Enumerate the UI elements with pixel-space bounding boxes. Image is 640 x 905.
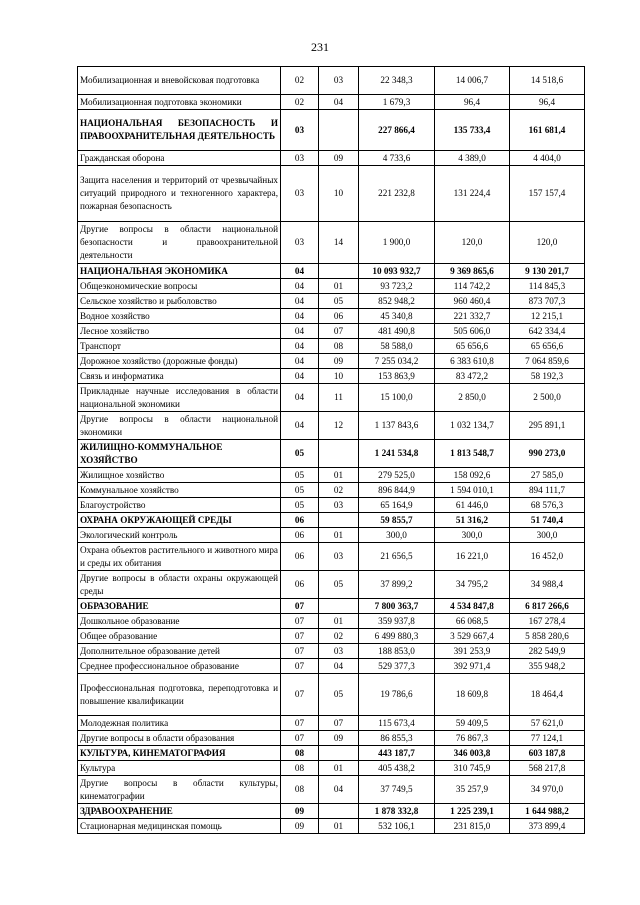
amount-year-3-cell: 355 948,2 <box>510 659 585 674</box>
table-row <box>78 67 585 95</box>
amount-year-2-cell: 65 656,6 <box>435 339 510 354</box>
section-code-cell: 05 <box>281 440 319 468</box>
amount-year-3-cell: 34 970,0 <box>510 776 585 804</box>
amount-year-3-cell: 57 621,0 <box>510 716 585 731</box>
table-row <box>78 412 585 440</box>
row-name-cell: Дошкольное образование <box>78 614 281 629</box>
section-code-cell: 04 <box>281 384 319 412</box>
amount-year-1-cell: 37 749,5 <box>359 776 435 804</box>
amount-year-3-cell: 7 064 859,6 <box>510 354 585 369</box>
row-name-cell: Экологический контроль <box>78 528 281 543</box>
amount-year-1-cell: 15 100,0 <box>359 384 435 412</box>
amount-year-2-cell: 158 092,6 <box>435 468 510 483</box>
section-total-row <box>78 440 585 468</box>
amount-year-2-cell: 76 867,3 <box>435 731 510 746</box>
table-row <box>78 354 585 369</box>
amount-year-2-cell: 135 733,4 <box>435 110 510 151</box>
amount-year-1-cell: 86 855,3 <box>359 731 435 746</box>
amount-year-2-cell: 391 253,9 <box>435 644 510 659</box>
amount-year-1-cell: 1 900,0 <box>359 222 435 264</box>
amount-year-1-cell: 21 656,5 <box>359 543 435 571</box>
amount-year-2-cell: 392 971,4 <box>435 659 510 674</box>
amount-year-1-cell: 188 853,0 <box>359 644 435 659</box>
table-row <box>78 339 585 354</box>
amount-year-1-cell: 227 866,4 <box>359 110 435 151</box>
subsection-code-cell: 12 <box>319 412 359 440</box>
section-code-cell: 08 <box>281 776 319 804</box>
subsection-code-cell: 14 <box>319 222 359 264</box>
subsection-code-cell: 01 <box>319 761 359 776</box>
row-name-cell: КУЛЬТУРА, КИНЕМАТОГРАФИЯ <box>78 746 281 761</box>
section-code-cell: 04 <box>281 339 319 354</box>
table-row <box>78 761 585 776</box>
amount-year-3-cell: 120,0 <box>510 222 585 264</box>
amount-year-3-cell: 34 988,4 <box>510 571 585 599</box>
row-name-cell: Гражданская оборона <box>78 151 281 166</box>
amount-year-2-cell: 61 446,0 <box>435 498 510 513</box>
section-total-row <box>78 599 585 614</box>
amount-year-2-cell: 505 606,0 <box>435 324 510 339</box>
amount-year-2-cell: 34 795,2 <box>435 571 510 599</box>
amount-year-2-cell: 114 742,2 <box>435 279 510 294</box>
subsection-code-cell: 10 <box>319 166 359 222</box>
subsection-code-cell: 04 <box>319 659 359 674</box>
amount-year-2-cell: 310 745,9 <box>435 761 510 776</box>
section-code-cell: 06 <box>281 528 319 543</box>
table-row <box>78 819 585 834</box>
section-code-cell: 04 <box>281 369 319 384</box>
row-name-cell: Сельское хозяйство и рыболовство <box>78 294 281 309</box>
row-name-cell: Жилищное хозяйство <box>78 468 281 483</box>
amount-year-1-cell: 279 525,0 <box>359 468 435 483</box>
section-code-cell: 07 <box>281 629 319 644</box>
table-row <box>78 324 585 339</box>
table-row <box>78 614 585 629</box>
row-name-cell: Общеэкономические вопросы <box>78 279 281 294</box>
amount-year-3-cell: 68 576,3 <box>510 498 585 513</box>
amount-year-2-cell: 1 225 239,1 <box>435 804 510 819</box>
section-code-cell: 04 <box>281 279 319 294</box>
section-code-cell: 04 <box>281 324 319 339</box>
amount-year-1-cell: 1 679,3 <box>359 95 435 110</box>
table-row <box>78 674 585 716</box>
amount-year-2-cell: 4 389,0 <box>435 151 510 166</box>
amount-year-1-cell: 359 937,8 <box>359 614 435 629</box>
amount-year-3-cell: 12 215,1 <box>510 309 585 324</box>
amount-year-1-cell: 852 948,2 <box>359 294 435 309</box>
subsection-code-cell: 05 <box>319 674 359 716</box>
subsection-code-cell <box>319 599 359 614</box>
section-code-cell: 09 <box>281 804 319 819</box>
section-code-cell: 02 <box>281 95 319 110</box>
table-row <box>78 731 585 746</box>
table-row <box>78 222 585 264</box>
section-code-cell: 03 <box>281 151 319 166</box>
amount-year-1-cell: 443 187,7 <box>359 746 435 761</box>
amount-year-3-cell: 990 273,0 <box>510 440 585 468</box>
amount-year-2-cell: 59 409,5 <box>435 716 510 731</box>
amount-year-1-cell: 65 164,9 <box>359 498 435 513</box>
amount-year-3-cell: 373 899,4 <box>510 819 585 834</box>
subsection-code-cell: 11 <box>319 384 359 412</box>
row-name-cell: Дорожное хозяйство (дорожные фонды) <box>78 354 281 369</box>
table-row <box>78 369 585 384</box>
amount-year-3-cell: 282 549,9 <box>510 644 585 659</box>
table-row <box>78 776 585 804</box>
subsection-code-cell: 03 <box>319 498 359 513</box>
amount-year-2-cell: 18 609,8 <box>435 674 510 716</box>
row-name-cell: Дополнительное образование детей <box>78 644 281 659</box>
amount-year-1-cell: 10 093 932,7 <box>359 264 435 279</box>
section-total-row <box>78 804 585 819</box>
table-row <box>78 498 585 513</box>
amount-year-1-cell: 7 800 363,7 <box>359 599 435 614</box>
section-total-row <box>78 513 585 528</box>
section-code-cell: 04 <box>281 309 319 324</box>
section-code-cell: 02 <box>281 67 319 95</box>
subsection-code-cell <box>319 440 359 468</box>
amount-year-3-cell: 5 858 280,6 <box>510 629 585 644</box>
subsection-code-cell <box>319 110 359 151</box>
row-name-cell: НАЦИОНАЛЬНАЯ ЭКОНОМИКА <box>78 264 281 279</box>
row-name-cell: ЗДРАВООХРАНЕНИЕ <box>78 804 281 819</box>
amount-year-3-cell: 167 278,4 <box>510 614 585 629</box>
section-code-cell: 08 <box>281 761 319 776</box>
row-name-cell: ОХРАНА ОКРУЖАЮЩЕЙ СРЕДЫ <box>78 513 281 528</box>
section-code-cell: 07 <box>281 614 319 629</box>
row-name-cell: Среднее профессиональное образование <box>78 659 281 674</box>
row-name-cell: Профессиональная подготовка, переподготовка и повышение квалификации <box>78 674 281 716</box>
row-name-cell: Общее образование <box>78 629 281 644</box>
amount-year-3-cell: 77 124,1 <box>510 731 585 746</box>
subsection-code-cell: 10 <box>319 369 359 384</box>
table-row <box>78 384 585 412</box>
amount-year-3-cell: 295 891,1 <box>510 412 585 440</box>
row-name-cell: Другие вопросы в области культуры, кинематографии <box>78 776 281 804</box>
amount-year-1-cell: 37 899,2 <box>359 571 435 599</box>
amount-year-3-cell: 96,4 <box>510 95 585 110</box>
amount-year-1-cell: 896 844,9 <box>359 483 435 498</box>
subsection-code-cell: 01 <box>319 528 359 543</box>
amount-year-3-cell: 161 681,4 <box>510 110 585 151</box>
table-row <box>78 483 585 498</box>
section-code-cell: 04 <box>281 264 319 279</box>
subsection-code-cell: 08 <box>319 339 359 354</box>
section-code-cell: 05 <box>281 498 319 513</box>
amount-year-3-cell: 51 740,4 <box>510 513 585 528</box>
table-row <box>78 279 585 294</box>
section-code-cell: 06 <box>281 543 319 571</box>
amount-year-2-cell: 1 813 548,7 <box>435 440 510 468</box>
subsection-code-cell: 09 <box>319 151 359 166</box>
subsection-code-cell <box>319 264 359 279</box>
row-name-cell: Другие вопросы в области образования <box>78 731 281 746</box>
section-code-cell: 07 <box>281 659 319 674</box>
amount-year-1-cell: 6 499 880,3 <box>359 629 435 644</box>
subsection-code-cell: 09 <box>319 731 359 746</box>
subsection-code-cell: 09 <box>319 354 359 369</box>
subsection-code-cell <box>319 746 359 761</box>
amount-year-1-cell: 481 490,8 <box>359 324 435 339</box>
amount-year-3-cell: 27 585,0 <box>510 468 585 483</box>
amount-year-2-cell: 221 332,7 <box>435 309 510 324</box>
amount-year-3-cell: 300,0 <box>510 528 585 543</box>
amount-year-2-cell: 1 594 010,1 <box>435 483 510 498</box>
amount-year-1-cell: 221 232,8 <box>359 166 435 222</box>
row-name-cell: Культура <box>78 761 281 776</box>
table-row <box>78 528 585 543</box>
amount-year-2-cell: 83 472,2 <box>435 369 510 384</box>
subsection-code-cell: 07 <box>319 716 359 731</box>
amount-year-2-cell: 2 850,0 <box>435 384 510 412</box>
amount-year-3-cell: 2 500,0 <box>510 384 585 412</box>
amount-year-2-cell: 96,4 <box>435 95 510 110</box>
amount-year-2-cell: 131 224,4 <box>435 166 510 222</box>
table-row <box>78 659 585 674</box>
section-code-cell: 03 <box>281 222 319 264</box>
budget-table <box>77 66 585 834</box>
section-code-cell: 06 <box>281 571 319 599</box>
amount-year-3-cell: 58 192,3 <box>510 369 585 384</box>
section-code-cell: 09 <box>281 819 319 834</box>
amount-year-1-cell: 45 340,8 <box>359 309 435 324</box>
amount-year-3-cell: 4 404,0 <box>510 151 585 166</box>
table-row <box>78 166 585 222</box>
amount-year-2-cell: 231 815,0 <box>435 819 510 834</box>
amount-year-1-cell: 1 878 332,8 <box>359 804 435 819</box>
amount-year-3-cell: 9 130 201,7 <box>510 264 585 279</box>
amount-year-2-cell: 14 006,7 <box>435 67 510 95</box>
section-code-cell: 07 <box>281 599 319 614</box>
table-row <box>78 294 585 309</box>
amount-year-2-cell: 35 257,9 <box>435 776 510 804</box>
amount-year-1-cell: 532 106,1 <box>359 819 435 834</box>
amount-year-1-cell: 4 733,6 <box>359 151 435 166</box>
amount-year-3-cell: 16 452,0 <box>510 543 585 571</box>
section-total-row <box>78 110 585 151</box>
section-code-cell: 03 <box>281 110 319 151</box>
subsection-code-cell: 01 <box>319 468 359 483</box>
amount-year-2-cell: 51 316,2 <box>435 513 510 528</box>
amount-year-3-cell: 894 111,7 <box>510 483 585 498</box>
row-name-cell: Лесное хозяйство <box>78 324 281 339</box>
row-name-cell: Связь и информатика <box>78 369 281 384</box>
amount-year-3-cell: 1 644 988,2 <box>510 804 585 819</box>
row-name-cell: Молодежная политика <box>78 716 281 731</box>
amount-year-2-cell: 6 383 610,8 <box>435 354 510 369</box>
amount-year-2-cell: 66 068,5 <box>435 614 510 629</box>
amount-year-1-cell: 7 255 034,2 <box>359 354 435 369</box>
table-row <box>78 571 585 599</box>
amount-year-1-cell: 153 863,9 <box>359 369 435 384</box>
subsection-code-cell: 01 <box>319 279 359 294</box>
amount-year-2-cell: 3 529 667,4 <box>435 629 510 644</box>
section-code-cell: 04 <box>281 412 319 440</box>
section-code-cell: 07 <box>281 716 319 731</box>
row-name-cell: Водное хозяйство <box>78 309 281 324</box>
subsection-code-cell: 01 <box>319 819 359 834</box>
amount-year-1-cell: 1 137 843,6 <box>359 412 435 440</box>
subsection-code-cell: 02 <box>319 483 359 498</box>
table-row <box>78 629 585 644</box>
amount-year-2-cell: 16 221,0 <box>435 543 510 571</box>
row-name-cell: Мобилизационная и вневойсковая подготовка <box>78 67 281 95</box>
subsection-code-cell: 01 <box>319 614 359 629</box>
amount-year-1-cell: 1 241 534,8 <box>359 440 435 468</box>
amount-year-3-cell: 114 845,3 <box>510 279 585 294</box>
row-name-cell: НАЦИОНАЛЬНАЯ БЕЗОПАСНОСТЬ И ПРАВООХРАНИТЕЛЬНАЯ ДЕЯТЕЛЬНОСТЬ <box>78 110 281 151</box>
section-code-cell: 03 <box>281 166 319 222</box>
section-total-row <box>78 746 585 761</box>
subsection-code-cell <box>319 804 359 819</box>
section-code-cell: 04 <box>281 354 319 369</box>
amount-year-3-cell: 65 656,6 <box>510 339 585 354</box>
row-name-cell: Коммунальное хозяйство <box>78 483 281 498</box>
amount-year-2-cell: 1 032 134,7 <box>435 412 510 440</box>
section-code-cell: 08 <box>281 746 319 761</box>
amount-year-2-cell: 960 460,4 <box>435 294 510 309</box>
amount-year-3-cell: 603 187,8 <box>510 746 585 761</box>
table-row <box>78 309 585 324</box>
amount-year-1-cell: 22 348,3 <box>359 67 435 95</box>
section-code-cell: 06 <box>281 513 319 528</box>
subsection-code-cell: 03 <box>319 644 359 659</box>
section-code-cell: 07 <box>281 731 319 746</box>
table-row <box>78 151 585 166</box>
subsection-code-cell: 04 <box>319 776 359 804</box>
row-name-cell: Охрана объектов растительного и животного мира и среды их обитания <box>78 543 281 571</box>
amount-year-3-cell: 873 707,3 <box>510 294 585 309</box>
subsection-code-cell: 07 <box>319 324 359 339</box>
subsection-code-cell <box>319 513 359 528</box>
section-code-cell: 05 <box>281 483 319 498</box>
row-name-cell: Транспорт <box>78 339 281 354</box>
subsection-code-cell: 06 <box>319 309 359 324</box>
table-row <box>78 716 585 731</box>
amount-year-3-cell: 642 334,4 <box>510 324 585 339</box>
amount-year-1-cell: 405 438,2 <box>359 761 435 776</box>
row-name-cell: ЖИЛИЩНО-КОММУНАЛЬНОЕ ХОЗЯЙСТВО <box>78 440 281 468</box>
amount-year-3-cell: 6 817 266,6 <box>510 599 585 614</box>
section-code-cell: 04 <box>281 294 319 309</box>
row-name-cell: Благоустройство <box>78 498 281 513</box>
table-row <box>78 644 585 659</box>
amount-year-1-cell: 59 855,7 <box>359 513 435 528</box>
section-total-row <box>78 264 585 279</box>
subsection-code-cell: 02 <box>319 629 359 644</box>
amount-year-1-cell: 93 723,2 <box>359 279 435 294</box>
section-code-cell: 05 <box>281 468 319 483</box>
page-number: 231 <box>311 40 329 54</box>
amount-year-2-cell: 120,0 <box>435 222 510 264</box>
subsection-code-cell: 03 <box>319 543 359 571</box>
subsection-code-cell: 05 <box>319 571 359 599</box>
amount-year-3-cell: 568 217,8 <box>510 761 585 776</box>
amount-year-2-cell: 9 369 865,6 <box>435 264 510 279</box>
amount-year-3-cell: 14 518,6 <box>510 67 585 95</box>
row-name-cell: Защита населения и территорий от чрезвычайных ситуаций природного и техногенного характера, пожарная безопасность <box>78 166 281 222</box>
subsection-code-cell: 04 <box>319 95 359 110</box>
row-name-cell: Другие вопросы в области охраны окружающей среды <box>78 571 281 599</box>
subsection-code-cell: 03 <box>319 67 359 95</box>
row-name-cell: ОБРАЗОВАНИЕ <box>78 599 281 614</box>
amount-year-2-cell: 346 003,8 <box>435 746 510 761</box>
amount-year-1-cell: 58 588,0 <box>359 339 435 354</box>
amount-year-2-cell: 300,0 <box>435 528 510 543</box>
table-row <box>78 543 585 571</box>
row-name-cell: Другие вопросы в области национальной экономики <box>78 412 281 440</box>
row-name-cell: Мобилизационная подготовка экономики <box>78 95 281 110</box>
amount-year-1-cell: 529 377,3 <box>359 659 435 674</box>
table-row <box>78 468 585 483</box>
amount-year-3-cell: 157 157,4 <box>510 166 585 222</box>
row-name-cell: Другие вопросы в области национальной безопасности и правоохранительной деятельности <box>78 222 281 264</box>
row-name-cell: Прикладные научные исследования в области национальной экономики <box>78 384 281 412</box>
section-code-cell: 07 <box>281 674 319 716</box>
amount-year-3-cell: 18 464,4 <box>510 674 585 716</box>
amount-year-2-cell: 4 534 847,8 <box>435 599 510 614</box>
subsection-code-cell: 05 <box>319 294 359 309</box>
amount-year-1-cell: 19 786,6 <box>359 674 435 716</box>
amount-year-1-cell: 300,0 <box>359 528 435 543</box>
row-name-cell: Стационарная медицинская помощь <box>78 819 281 834</box>
section-code-cell: 07 <box>281 644 319 659</box>
amount-year-1-cell: 115 673,4 <box>359 716 435 731</box>
table-row <box>78 95 585 110</box>
